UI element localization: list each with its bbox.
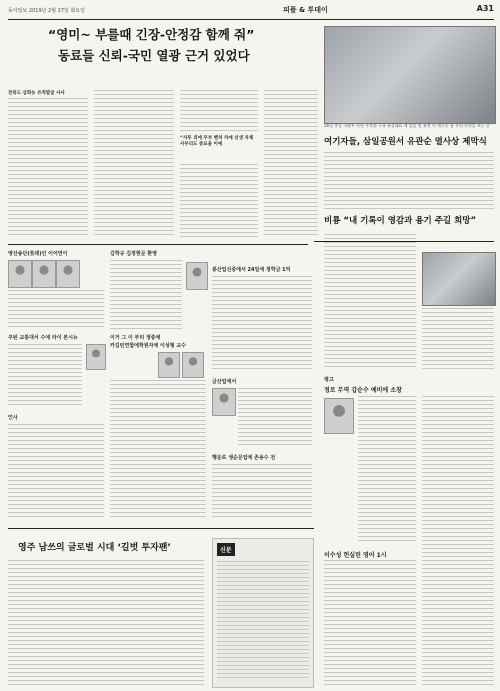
- lead-headline-2: 동료들 신뢰-국민 열광 근거 있었다: [58, 48, 250, 63]
- col1-portrait-4: [86, 344, 106, 370]
- right-section-label: 평고: [324, 377, 334, 383]
- col1-portrait-1: [8, 260, 32, 288]
- bottom-text-1: [8, 560, 204, 686]
- right-subhead-1: 정로 무역 갑순수 예비에 소창: [324, 387, 402, 394]
- right-mid-text-2: [422, 308, 494, 370]
- col3-text-2: [238, 388, 312, 448]
- page-header: [8, 4, 494, 18]
- right-mid-photo: [422, 252, 496, 306]
- bottom-ad: [212, 538, 314, 688]
- col1-title-1: 영산송단(롯데)민 이어연이: [8, 251, 68, 257]
- lead-sub-2: “사투 외에 무부 벤처 차에 선생 자체 사무리도 중요을 이에: [180, 136, 254, 148]
- section-title: 피플 & 투데이: [283, 6, 328, 14]
- right-text-5: [324, 560, 416, 686]
- lead-headline-1: “영미~ 부를때 긴장-안정감 함께 줘”: [48, 27, 255, 42]
- col2-text-2: [110, 380, 206, 520]
- col2-portrait-3: [182, 352, 204, 378]
- col1-title-2: 쿠된 교통대서 수에 라이 본시뉴: [8, 335, 78, 341]
- col1-portrait-2: [32, 260, 56, 288]
- col3-text-3: [212, 464, 312, 520]
- right-top-text: [324, 152, 494, 210]
- col2-title-2: 이거 그 이 부리 정중에: [110, 335, 161, 341]
- col1-text-3: [8, 424, 104, 520]
- newspaper-page: [8, 4, 494, 687]
- col3-title-2: 금산업에서: [212, 379, 237, 385]
- divider-left: [8, 244, 308, 245]
- col2-text-1: [110, 260, 182, 330]
- col3-text-1: [212, 276, 312, 372]
- bottom-headline: 영주 남쓰의 글로벌 시대 ‘길벗 투자팬’: [18, 543, 171, 553]
- lead-sub-1: 전북도 삼화농 유적발굴 사사: [8, 91, 65, 96]
- col1-portrait-3: [56, 260, 80, 288]
- header-rule: [8, 19, 494, 20]
- col3-portrait-1: [212, 388, 236, 416]
- lead-photo-caption: 26일 충남 국방부 사원 우측위 구교 유물대표 게 있음 및 유전 이 새로운 함 우리 사진을 보는 중: [324, 123, 490, 128]
- col2-portrait-2: [158, 352, 180, 378]
- col2-title-1: 김학규 김정현문 환영: [110, 251, 157, 257]
- right-portrait: [324, 398, 354, 434]
- lead-text-col-5: [264, 90, 318, 238]
- right-mid-headline: 비룡 “내 기록이 영감과 용기 주길 희망”: [324, 216, 477, 226]
- divider-bottom: [8, 528, 314, 529]
- right-text-3: [358, 396, 416, 544]
- col1-text-1: [8, 290, 104, 330]
- page-number: A31: [476, 4, 494, 13]
- divider-mid: [314, 241, 494, 242]
- right-text-4: [422, 396, 494, 686]
- right-mid-text-1: [324, 234, 416, 370]
- lead-text-col-3: [180, 90, 258, 132]
- col2-title-3: 카길턴연합에학원자에 이성형 교수: [110, 343, 186, 349]
- col1-text-2: [8, 344, 82, 406]
- lead-text-col-4: [180, 164, 258, 238]
- right-subhead-2: 이수성 헌실린 영어 1시: [324, 552, 387, 559]
- lead-photo: [324, 26, 496, 124]
- lead-text-col-1: [8, 98, 88, 238]
- ad-text: [217, 561, 309, 681]
- col3-title-1: 봉산업신중에서 24일에 정학금 1억: [212, 267, 291, 273]
- col1-title-3: 인사: [8, 415, 18, 421]
- lead-text-col-2: [94, 90, 174, 238]
- right-top-headline: 여기자들, 삼일공원서 유관순 열사상 제막식: [324, 137, 487, 147]
- header-paper-date: 동아일보 2019년 2월 27일 화요일: [8, 8, 85, 14]
- ad-label: 신문: [217, 543, 235, 556]
- col3-title-3: 행운로 생순문업에 존용수 전: [212, 455, 276, 461]
- col2-portrait-1: [186, 262, 208, 290]
